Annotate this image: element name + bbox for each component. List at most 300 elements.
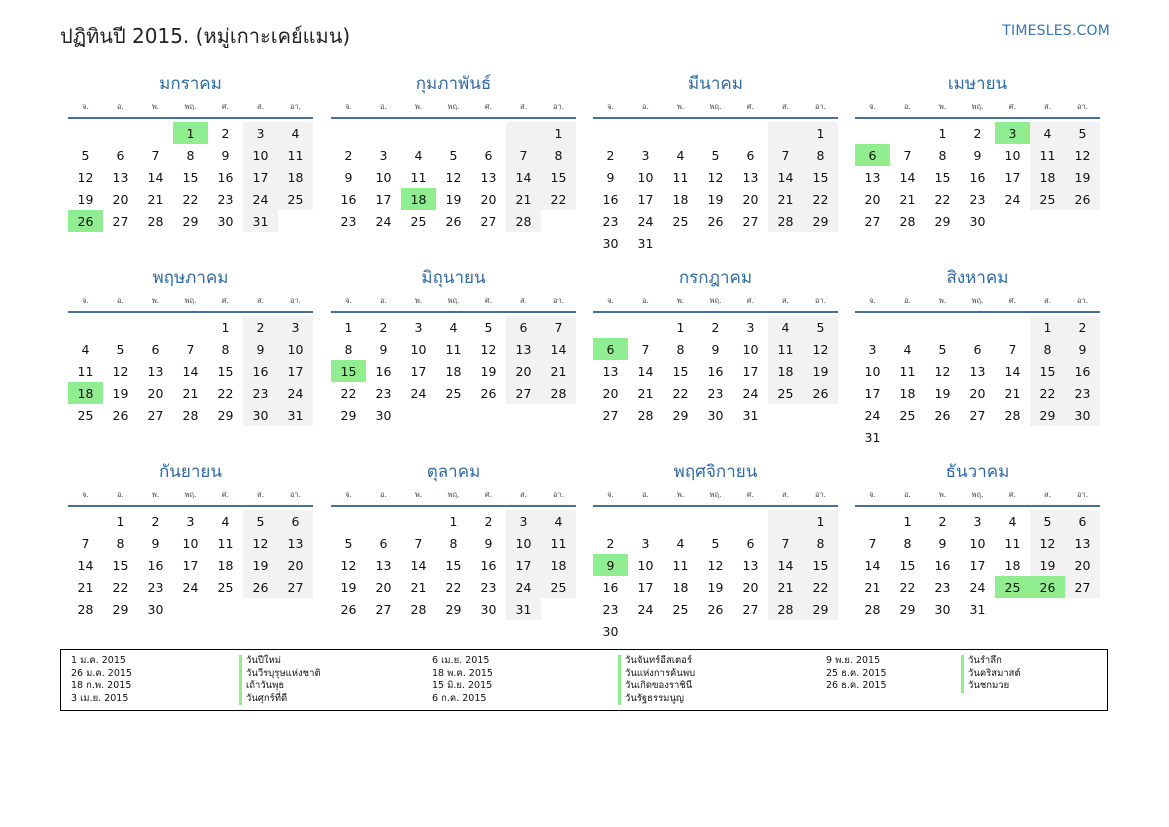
day-cell: 4	[541, 510, 576, 532]
day-cell: 10	[506, 532, 541, 554]
day-cell: 17	[637, 191, 654, 207]
weekday-label: ส.	[1044, 102, 1051, 111]
day-cell: 25	[217, 579, 234, 595]
legend-holiday-name: วันปีใหม่	[239, 655, 321, 668]
empty-cell	[541, 210, 576, 232]
weekday-label: อ.	[380, 490, 387, 499]
empty-cell	[401, 404, 436, 426]
weekday-label: ศ.	[1008, 490, 1017, 499]
day-cell: 9	[221, 147, 230, 163]
day-cell: 22	[803, 576, 838, 598]
month-name: พฤศจิกายน	[673, 462, 758, 482]
day-cell: 30	[147, 601, 164, 617]
day-cell: 11	[1030, 144, 1065, 166]
day-cell: 13	[278, 532, 313, 554]
day-cell: 26	[68, 210, 103, 232]
day-cell: 23	[243, 382, 278, 404]
day-cell: 4	[221, 513, 230, 529]
day-cell: 20	[742, 579, 759, 595]
header-divider	[331, 505, 576, 507]
header-divider	[68, 117, 313, 119]
day-cell: 28	[147, 213, 164, 229]
empty-cell	[663, 232, 698, 254]
day-cell: 13	[375, 557, 392, 573]
day-cell: 21	[768, 188, 803, 210]
weekday-label: ส.	[782, 102, 789, 111]
weekday-header	[331, 485, 576, 505]
day-cell: 8	[541, 144, 576, 166]
day-cell: 17	[410, 363, 427, 379]
day-cell: 12	[445, 169, 462, 185]
day-cell: 2	[344, 147, 353, 163]
day-grid	[331, 316, 576, 426]
day-cell: 12	[112, 363, 129, 379]
day-cell: 19	[243, 554, 278, 576]
day-cell: 12	[1065, 144, 1100, 166]
weekday-label: อา.	[814, 102, 827, 111]
legend-date: 26 ธ.ค. 2015	[826, 680, 887, 691]
day-cell: 15	[112, 557, 129, 573]
day-cell: 5	[1030, 510, 1065, 532]
legend-date: 1 ม.ค. 2015	[71, 655, 126, 666]
day-cell: 23	[375, 385, 392, 401]
day-cell: 7	[81, 535, 90, 551]
day-cell: 2	[606, 535, 615, 551]
day-cell: 22	[899, 579, 916, 595]
legend-date: 18 พ.ค. 2015	[432, 667, 493, 679]
weekday-label: พฤ.	[971, 102, 984, 111]
day-cell: 2	[484, 513, 493, 529]
day-cell: 24	[410, 385, 427, 401]
empty-cell	[698, 232, 733, 254]
day-cell: 1	[1030, 316, 1065, 338]
empty-cell	[366, 122, 401, 144]
empty-cell	[663, 510, 698, 532]
day-cell: 1	[344, 319, 353, 335]
empty-cell	[960, 316, 995, 338]
legend-date: 25 ธ.ค. 2015	[826, 667, 887, 679]
day-cell: 15	[217, 363, 234, 379]
day-cell: 3	[641, 147, 650, 163]
day-cell: 20	[480, 191, 497, 207]
month-name: ธันวาคม	[945, 462, 1010, 482]
weekday-header	[593, 485, 838, 505]
day-cell: 2	[938, 513, 947, 529]
weekday-label: อ.	[904, 296, 911, 305]
day-cell: 31	[742, 407, 759, 423]
day-cell: 15	[803, 554, 838, 576]
day-cell: 28	[77, 601, 94, 617]
day-cell: 26	[445, 213, 462, 229]
day-cell: 2	[973, 125, 982, 141]
day-cell: 23	[340, 213, 357, 229]
weekday-label: ศ.	[1008, 296, 1017, 305]
weekday-label: ศ.	[221, 296, 230, 305]
day-cell: 2	[379, 319, 388, 335]
month-block	[68, 265, 313, 426]
weekday-label: อา.	[289, 102, 302, 111]
day-cell: 11	[410, 169, 427, 185]
month-name: มกราคม	[159, 74, 222, 94]
day-cell: 2	[606, 147, 615, 163]
day-cell: 7	[1008, 341, 1017, 357]
day-cell: 12	[77, 169, 94, 185]
weekday-label: ส.	[257, 296, 264, 305]
header-divider	[68, 311, 313, 313]
day-cell: 16	[217, 169, 234, 185]
day-cell: 6	[278, 510, 313, 532]
header-divider	[593, 505, 838, 507]
day-cell: 28	[637, 407, 654, 423]
month-block	[331, 459, 576, 620]
day-cell: 9	[379, 341, 388, 357]
weekday-label: อ.	[642, 296, 649, 305]
legend-holiday-name: วันคริสมาสต์	[961, 668, 1021, 681]
day-cell: 20	[506, 360, 541, 382]
legend-date: 15 มิ.ย. 2015	[432, 680, 493, 691]
day-cell: 9	[711, 341, 720, 357]
day-cell: 27	[112, 213, 129, 229]
weekday-label: พฤ.	[709, 102, 722, 111]
day-cell: 29	[934, 213, 951, 229]
day-cell: 15	[899, 557, 916, 573]
weekday-label: ส.	[257, 102, 264, 111]
day-cell: 15	[182, 169, 199, 185]
day-cell: 5	[938, 341, 947, 357]
month-name: ตุลาคม	[426, 462, 481, 482]
day-cell: 8	[221, 341, 230, 357]
day-cell: 13	[112, 169, 129, 185]
day-cell: 17	[278, 360, 313, 382]
day-cell: 17	[506, 554, 541, 576]
empty-cell	[1030, 210, 1065, 232]
day-cell: 26	[707, 213, 724, 229]
day-cell: 16	[375, 363, 392, 379]
day-cell: 14	[506, 166, 541, 188]
empty-cell	[471, 404, 506, 426]
month-block	[593, 459, 838, 642]
day-cell: 8	[186, 147, 195, 163]
day-grid	[593, 316, 838, 426]
day-cell: 7	[868, 535, 877, 551]
empty-cell	[593, 510, 628, 532]
day-cell: 8	[903, 535, 912, 551]
day-cell: 29	[803, 210, 838, 232]
day-cell: 15	[445, 557, 462, 573]
day-cell: 10	[637, 169, 654, 185]
day-cell: 7	[768, 532, 803, 554]
day-cell: 13	[480, 169, 497, 185]
empty-cell	[855, 510, 890, 532]
day-cell: 17	[637, 579, 654, 595]
day-cell: 2	[221, 125, 230, 141]
day-cell: 23	[969, 191, 986, 207]
day-cell: 21	[541, 360, 576, 382]
day-cell: 21	[768, 576, 803, 598]
day-cell: 16	[707, 363, 724, 379]
day-cell: 2	[243, 316, 278, 338]
day-cell: 24	[969, 579, 986, 595]
day-cell: 3	[973, 513, 982, 529]
weekday-label: ศ.	[746, 296, 755, 305]
day-cell: 20	[375, 579, 392, 595]
day-cell: 25	[672, 213, 689, 229]
empty-cell	[855, 316, 890, 338]
day-cell: 14	[864, 557, 881, 573]
day-cell: 6	[855, 144, 890, 166]
day-cell: 20	[112, 191, 129, 207]
day-cell: 14	[410, 557, 427, 573]
day-cell: 18	[217, 557, 234, 573]
day-cell: 29	[112, 601, 129, 617]
day-cell: 1	[449, 513, 458, 529]
day-cell: 14	[768, 554, 803, 576]
day-cell: 3	[414, 319, 423, 335]
day-cell: 19	[934, 385, 951, 401]
day-cell: 29	[445, 601, 462, 617]
weekday-label: จ.	[345, 102, 352, 111]
day-cell: 13	[147, 363, 164, 379]
month-block	[68, 459, 313, 620]
day-cell: 28	[768, 210, 803, 232]
weekday-header	[68, 485, 313, 505]
weekday-header	[331, 97, 576, 117]
day-cell: 19	[480, 363, 497, 379]
legend-date: 26 ม.ค. 2015	[71, 667, 132, 679]
day-cell: 23	[480, 579, 497, 595]
day-cell: 6	[151, 341, 160, 357]
weekday-label: อ.	[380, 296, 387, 305]
weekday-header	[855, 291, 1100, 311]
empty-cell	[278, 598, 313, 620]
weekday-label: พ.	[676, 102, 685, 111]
day-cell: 13	[506, 338, 541, 360]
day-cell: 30	[602, 235, 619, 251]
day-cell: 26	[707, 601, 724, 617]
day-cell: 29	[1030, 404, 1065, 426]
day-cell: 16	[340, 191, 357, 207]
day-cell: 16	[969, 169, 986, 185]
day-cell: 27	[278, 576, 313, 598]
month-name: มิถุนายน	[421, 268, 486, 288]
day-cell: 5	[803, 316, 838, 338]
day-cell: 4	[676, 147, 685, 163]
day-cell: 29	[672, 407, 689, 423]
weekday-header	[593, 291, 838, 311]
day-cell: 18	[899, 385, 916, 401]
weekday-label: พฤ.	[184, 102, 197, 111]
day-cell: 10	[375, 169, 392, 185]
weekday-label: พฤ.	[709, 296, 722, 305]
day-cell: 16	[602, 191, 619, 207]
month-block	[331, 71, 576, 232]
legend-holiday-name: วันรำลึก	[961, 655, 1021, 668]
day-cell: 5	[116, 341, 125, 357]
weekday-label: ศ.	[1008, 102, 1017, 111]
day-cell: 25	[541, 576, 576, 598]
day-cell: 23	[217, 191, 234, 207]
weekday-label: อา.	[814, 490, 827, 499]
day-cell: 15	[1030, 360, 1065, 382]
weekday-label: พฤ.	[709, 490, 722, 499]
empty-cell	[331, 510, 366, 532]
weekday-label: ส.	[782, 296, 789, 305]
empty-cell	[890, 426, 925, 448]
empty-cell	[436, 404, 471, 426]
weekday-label: พ.	[938, 102, 947, 111]
day-cell: 8	[803, 532, 838, 554]
weekday-label: จ.	[607, 296, 614, 305]
day-cell: 9	[593, 554, 628, 576]
month-name: กันยายน	[158, 462, 222, 482]
empty-cell	[803, 404, 838, 426]
day-cell: 3	[641, 535, 650, 551]
day-grid	[855, 122, 1100, 232]
legend-dates-col-1	[71, 655, 132, 705]
day-cell: 18	[1004, 557, 1021, 573]
weekday-label: อ.	[904, 102, 911, 111]
day-cell: 27	[375, 601, 392, 617]
day-cell: 7	[414, 535, 423, 551]
day-cell: 30	[1065, 404, 1100, 426]
day-cell: 11	[445, 341, 462, 357]
weekday-label: ส.	[1044, 490, 1051, 499]
weekday-label: พ.	[676, 296, 685, 305]
weekday-label: ศ.	[221, 102, 230, 111]
day-cell: 7	[151, 147, 160, 163]
legend-names-col-2	[618, 655, 695, 705]
day-cell: 22	[803, 188, 838, 210]
day-cell: 3	[243, 122, 278, 144]
day-cell: 22	[340, 385, 357, 401]
day-cell: 1	[116, 513, 125, 529]
weekday-header	[68, 291, 313, 311]
day-cell: 27	[742, 213, 759, 229]
day-cell: 20	[742, 191, 759, 207]
day-cell: 31	[864, 429, 881, 445]
legend-date: 3 เม.ย. 2015	[71, 692, 129, 704]
day-cell: 12	[243, 532, 278, 554]
day-cell: 28	[1004, 407, 1021, 423]
day-grid	[855, 510, 1100, 620]
day-cell: 27	[147, 407, 164, 423]
empty-cell	[1065, 426, 1100, 448]
day-cell: 23	[602, 601, 619, 617]
day-cell: 15	[541, 166, 576, 188]
day-cell: 1	[173, 122, 208, 144]
weekday-header	[331, 291, 576, 311]
day-cell: 18	[541, 554, 576, 576]
day-cell: 19	[1065, 166, 1100, 188]
empty-cell	[698, 122, 733, 144]
weekday-label: อา.	[1076, 490, 1089, 499]
day-cell: 15	[803, 166, 838, 188]
day-cell: 6	[973, 341, 982, 357]
day-cell: 4	[768, 316, 803, 338]
day-cell: 31	[243, 210, 278, 232]
day-cell: 3	[186, 513, 195, 529]
day-cell: 27	[864, 213, 881, 229]
day-cell: 2	[151, 513, 160, 529]
day-cell: 27	[742, 601, 759, 617]
empty-cell	[663, 122, 698, 144]
site-brand-link[interactable]: TIMESLES.COM	[1002, 23, 1110, 39]
day-cell: 10	[182, 535, 199, 551]
day-cell: 11	[672, 557, 689, 573]
weekday-header	[855, 485, 1100, 505]
month-block	[855, 71, 1100, 232]
day-cell: 30	[602, 623, 619, 639]
day-cell: 28	[506, 210, 541, 232]
month-block	[855, 459, 1100, 620]
day-cell: 9	[1065, 338, 1100, 360]
day-cell: 28	[410, 601, 427, 617]
day-cell: 3	[379, 147, 388, 163]
day-cell: 6	[116, 147, 125, 163]
empty-cell	[506, 122, 541, 144]
day-cell: 25	[77, 407, 94, 423]
day-cell: 16	[602, 579, 619, 595]
empty-cell	[471, 122, 506, 144]
day-grid	[68, 510, 313, 620]
empty-cell	[663, 620, 698, 642]
day-cell: 20	[969, 385, 986, 401]
empty-cell	[541, 404, 576, 426]
weekday-label: อา.	[1076, 296, 1089, 305]
day-cell: 12	[340, 557, 357, 573]
day-cell: 9	[344, 169, 353, 185]
empty-cell	[768, 232, 803, 254]
day-cell: 12	[480, 341, 497, 357]
weekday-label: พฤ.	[447, 296, 460, 305]
legend-holiday-name: วันวีรบุรุษแห่งชาติ	[239, 668, 321, 681]
header-divider	[331, 117, 576, 119]
day-cell: 30	[217, 213, 234, 229]
weekday-label: ศ.	[746, 490, 755, 499]
day-cell: 28	[768, 598, 803, 620]
day-cell: 17	[243, 166, 278, 188]
day-cell: 18	[1030, 166, 1065, 188]
day-cell: 19	[707, 579, 724, 595]
empty-cell	[506, 404, 541, 426]
day-cell: 5	[243, 510, 278, 532]
day-grid	[331, 122, 576, 232]
weekday-label: ศ.	[484, 490, 493, 499]
day-cell: 1	[903, 513, 912, 529]
day-cell: 6	[1065, 510, 1100, 532]
day-cell: 14	[541, 338, 576, 360]
empty-cell	[208, 598, 243, 620]
day-cell: 13	[1065, 532, 1100, 554]
month-block	[68, 71, 313, 232]
weekday-label: พฤ.	[184, 296, 197, 305]
empty-cell	[541, 598, 576, 620]
header-divider	[68, 505, 313, 507]
weekday-header	[68, 97, 313, 117]
day-cell: 19	[445, 191, 462, 207]
day-cell: 22	[445, 579, 462, 595]
empty-cell	[925, 426, 960, 448]
day-cell: 28	[541, 382, 576, 404]
weekday-label: อ.	[117, 296, 124, 305]
legend-date: 6 เม.ย. 2015	[432, 655, 490, 666]
day-cell: 2	[1065, 316, 1100, 338]
day-cell: 3	[506, 510, 541, 532]
weekday-label: ศ.	[484, 102, 493, 111]
empty-cell	[1030, 426, 1065, 448]
weekday-header	[855, 97, 1100, 117]
month-name: เมษายน	[947, 74, 1008, 94]
